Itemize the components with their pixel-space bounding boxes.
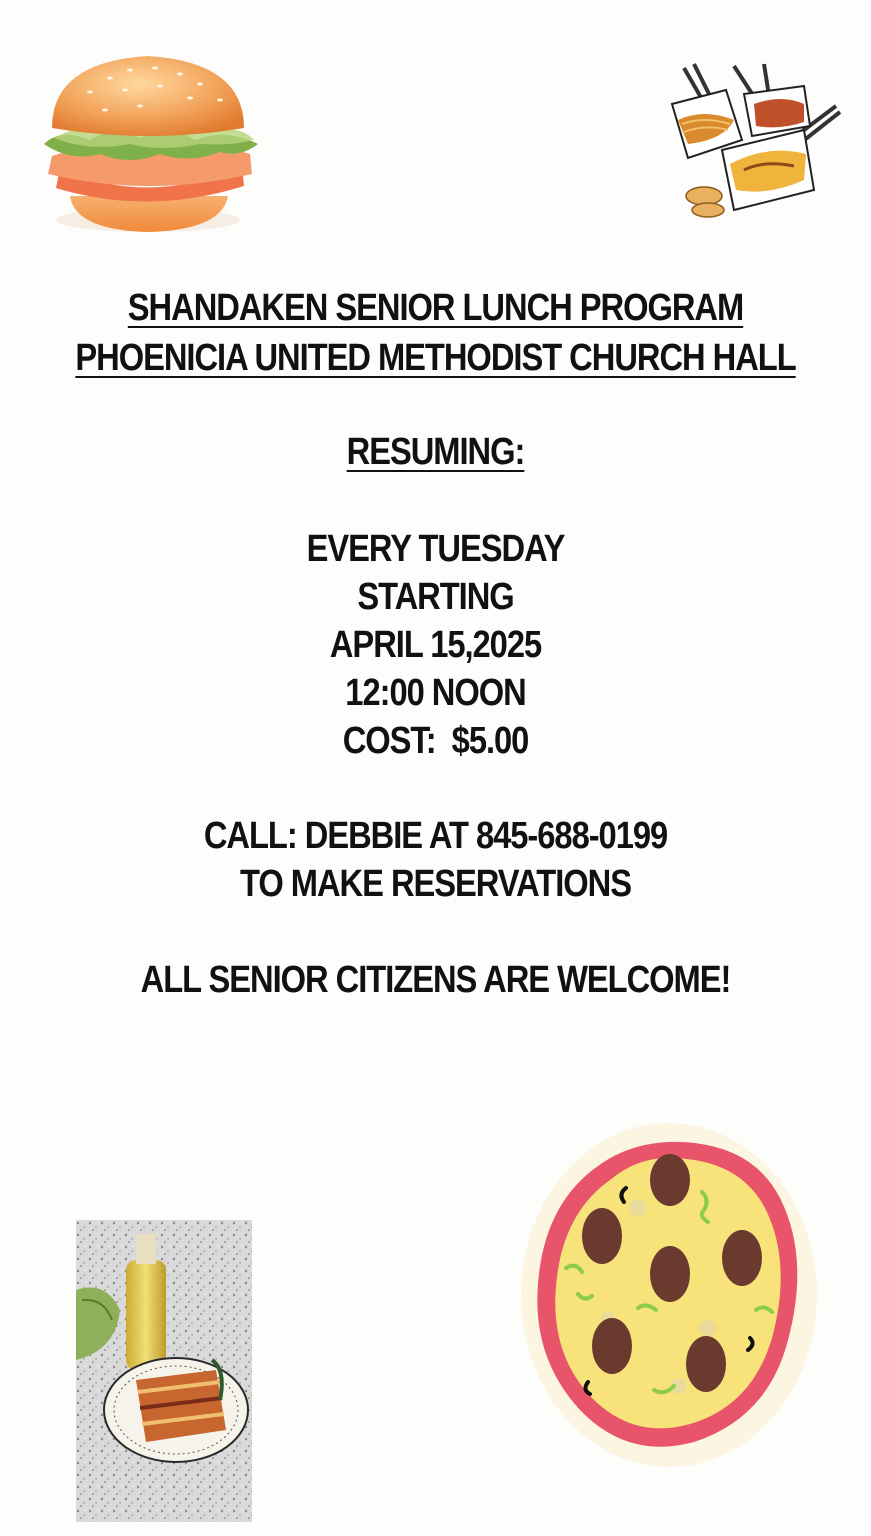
pizza-icon [518, 1118, 820, 1472]
schedule-cost: COST: $5.00 [342, 720, 529, 762]
welcome-message: ALL SENIOR CITIZENS ARE WELCOME! [140, 959, 731, 1001]
schedule-time: 12:00 NOON [345, 672, 526, 714]
lasagna-photo-icon [76, 1220, 252, 1522]
contact-reservations: TO MAKE RESERVATIONS [240, 863, 631, 905]
schedule-starting: STARTING [357, 576, 514, 618]
schedule-day: EVERY TUESDAY [306, 528, 565, 570]
burger-icon [30, 48, 265, 238]
contact-phone: CALL: DEBBIE AT 845-688-0199 [203, 815, 668, 857]
chinese-takeout-icon [664, 60, 844, 220]
program-title: SHANDAKEN SENIOR LUNCH PROGRAM [127, 287, 744, 329]
resuming-label: RESUMING: [346, 431, 525, 473]
schedule-date: APRIL 15,2025 [329, 624, 542, 666]
venue-title: PHOENICIA UNITED METHODIST CHURCH HALL [75, 337, 796, 379]
